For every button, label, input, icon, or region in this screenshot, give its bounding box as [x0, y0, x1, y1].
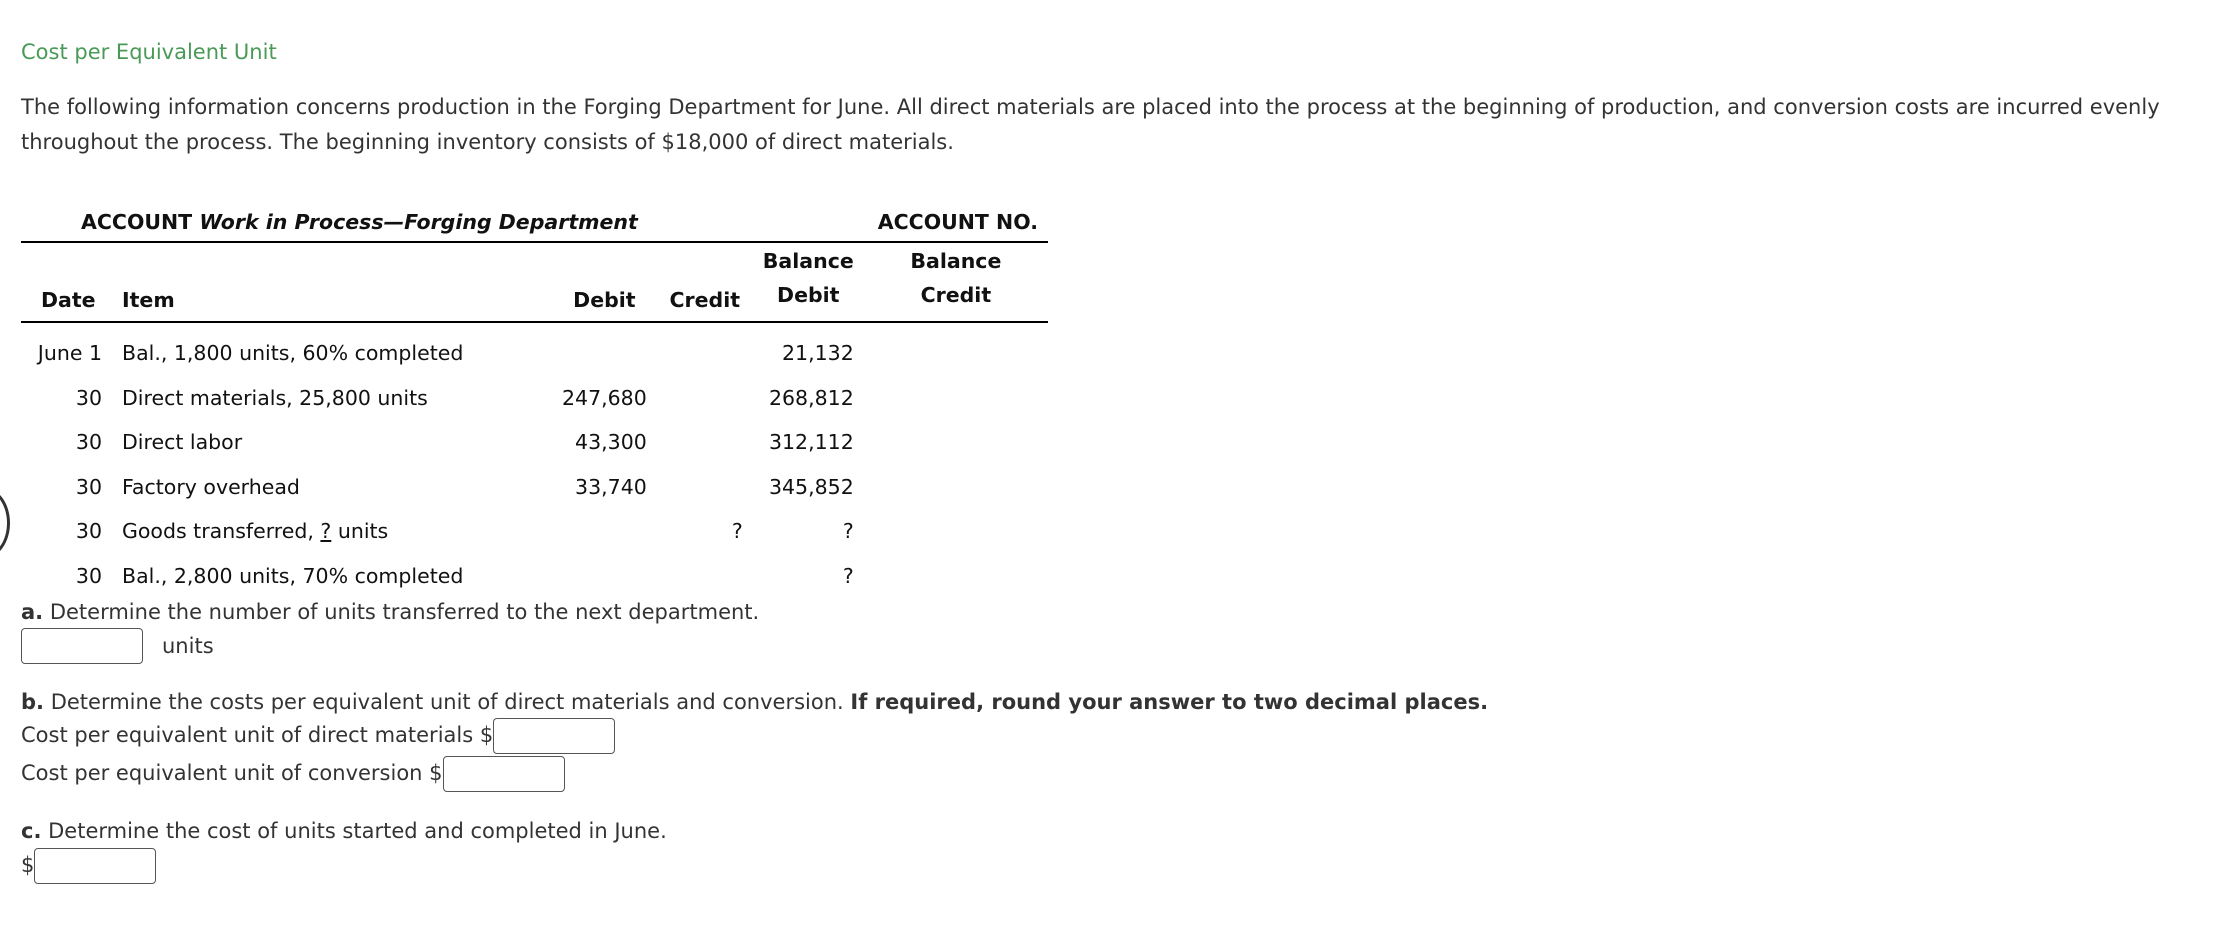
part-a-letter: a.	[21, 600, 44, 624]
row-item: Factory overhead	[122, 474, 300, 499]
part-b-text: Determine the costs per equivalent unit of direct materials and conversion.	[50, 690, 844, 714]
account-no-label: ACCOUNT NO.	[877, 210, 1038, 234]
ledger-row	[21, 465, 1048, 510]
row-credit	[657, 420, 753, 465]
ledger-table	[21, 203, 1048, 598]
row-credit	[657, 554, 753, 599]
part-a-text: Determine the number of units transferred to the next department.	[49, 600, 760, 624]
part-b-prompt	[21, 690, 1488, 714]
part-c-text: Determine the cost of units started and completed in June.	[48, 819, 667, 843]
row-date: 30	[75, 430, 102, 455]
part-b-conv-row	[21, 756, 565, 792]
row-date: 30	[75, 474, 102, 499]
row-balance-debit: ?	[842, 519, 854, 544]
ledger-account-row	[21, 203, 1048, 242]
part-a-prompt	[21, 600, 759, 624]
part-b-dm-row	[21, 718, 615, 754]
col-balance-debit	[753, 242, 864, 322]
row-debit: 247,680	[562, 385, 647, 410]
dm-cost-label: Cost per equivalent unit of direct materials $	[21, 723, 494, 747]
col-balance-credit	[864, 242, 1048, 322]
problem-intro: The following information concerns production in the Forging Department for June. All direct materials are placed into the process at the beginning of production, and conversion costs are incurred evenly throughout the process. The beginning inventory consists of $18,000 of direct materials.	[21, 95, 2160, 154]
ledger-row	[21, 509, 1048, 554]
problem-title: Cost per Equivalent Unit	[21, 40, 277, 64]
row-date: 30	[75, 385, 102, 410]
row-credit	[657, 465, 753, 510]
col-balance-credit-bottom: Credit	[920, 283, 992, 307]
col-balance-debit-bottom: Debit	[777, 283, 840, 307]
row-debit: 43,300	[575, 430, 647, 455]
ledger-row	[21, 376, 1048, 421]
row-item: Direct labor	[122, 430, 243, 455]
col-credit: Credit	[669, 288, 741, 312]
started-completed-cost-input[interactable]	[34, 848, 156, 884]
left-edge-circle-icon	[0, 488, 10, 558]
row-credit: ?	[731, 519, 743, 544]
row-credit	[657, 376, 753, 421]
row-balance-debit: ?	[842, 563, 854, 588]
ledger-row	[21, 554, 1048, 599]
row-balance-credit	[864, 420, 1048, 465]
col-balance-credit-top: Balance	[910, 249, 1002, 273]
conversion-cost-input[interactable]	[443, 756, 565, 792]
row-item	[112, 509, 552, 554]
account-prefix: ACCOUNT	[81, 210, 193, 234]
row-balance-credit	[864, 554, 1048, 599]
part-b-letter: b.	[21, 690, 45, 714]
ledger-header-row	[21, 242, 1048, 322]
row-item: Bal., 2,800 units, 70% completed	[122, 563, 464, 588]
account-title	[21, 203, 864, 242]
row-item-unknown: ?	[320, 519, 332, 544]
row-date: June 1	[37, 341, 102, 366]
conversion-cost-label: Cost per equivalent unit of conversion $	[21, 761, 443, 785]
col-date: Date	[41, 288, 96, 312]
ledger-row	[21, 420, 1048, 465]
units-transferred-input[interactable]	[21, 628, 143, 664]
ledger-row	[21, 322, 1048, 376]
dm-cost-input[interactable]	[493, 718, 615, 754]
row-balance-debit: 345,852	[768, 474, 854, 499]
units-label: units	[162, 634, 214, 658]
row-item: Direct materials, 25,800 units	[122, 385, 428, 410]
col-balance-debit-top: Balance	[762, 249, 854, 273]
row-credit	[657, 322, 753, 376]
col-debit: Debit	[573, 288, 636, 312]
row-balance-debit: 21,132	[782, 341, 854, 366]
row-item-post: units	[331, 519, 389, 544]
row-date: 30	[75, 519, 102, 544]
row-balance-credit	[864, 376, 1048, 421]
account-name: Work in Process—Forging Department	[199, 210, 638, 234]
part-c-letter: c.	[21, 819, 42, 843]
row-debit	[552, 322, 657, 376]
part-c-prompt	[21, 819, 667, 843]
row-balance-credit	[864, 509, 1048, 554]
row-debit	[552, 509, 657, 554]
row-balance-debit: 312,112	[768, 430, 854, 455]
part-c-answer	[21, 848, 156, 884]
row-debit	[552, 554, 657, 599]
row-date: 30	[75, 563, 102, 588]
row-item: Bal., 1,800 units, 60% completed	[122, 341, 464, 366]
col-item: Item	[122, 288, 175, 312]
row-balance-credit	[864, 322, 1048, 376]
part-c-currency: $	[21, 853, 35, 877]
part-b-rounding-note: If required, round your answer to two decimal places.	[850, 690, 1489, 714]
row-debit: 33,740	[575, 474, 647, 499]
row-balance-credit	[864, 465, 1048, 510]
row-balance-debit: 268,812	[768, 385, 854, 410]
row-item-pre: Goods transferred,	[122, 519, 321, 544]
part-a-answer	[21, 628, 143, 664]
